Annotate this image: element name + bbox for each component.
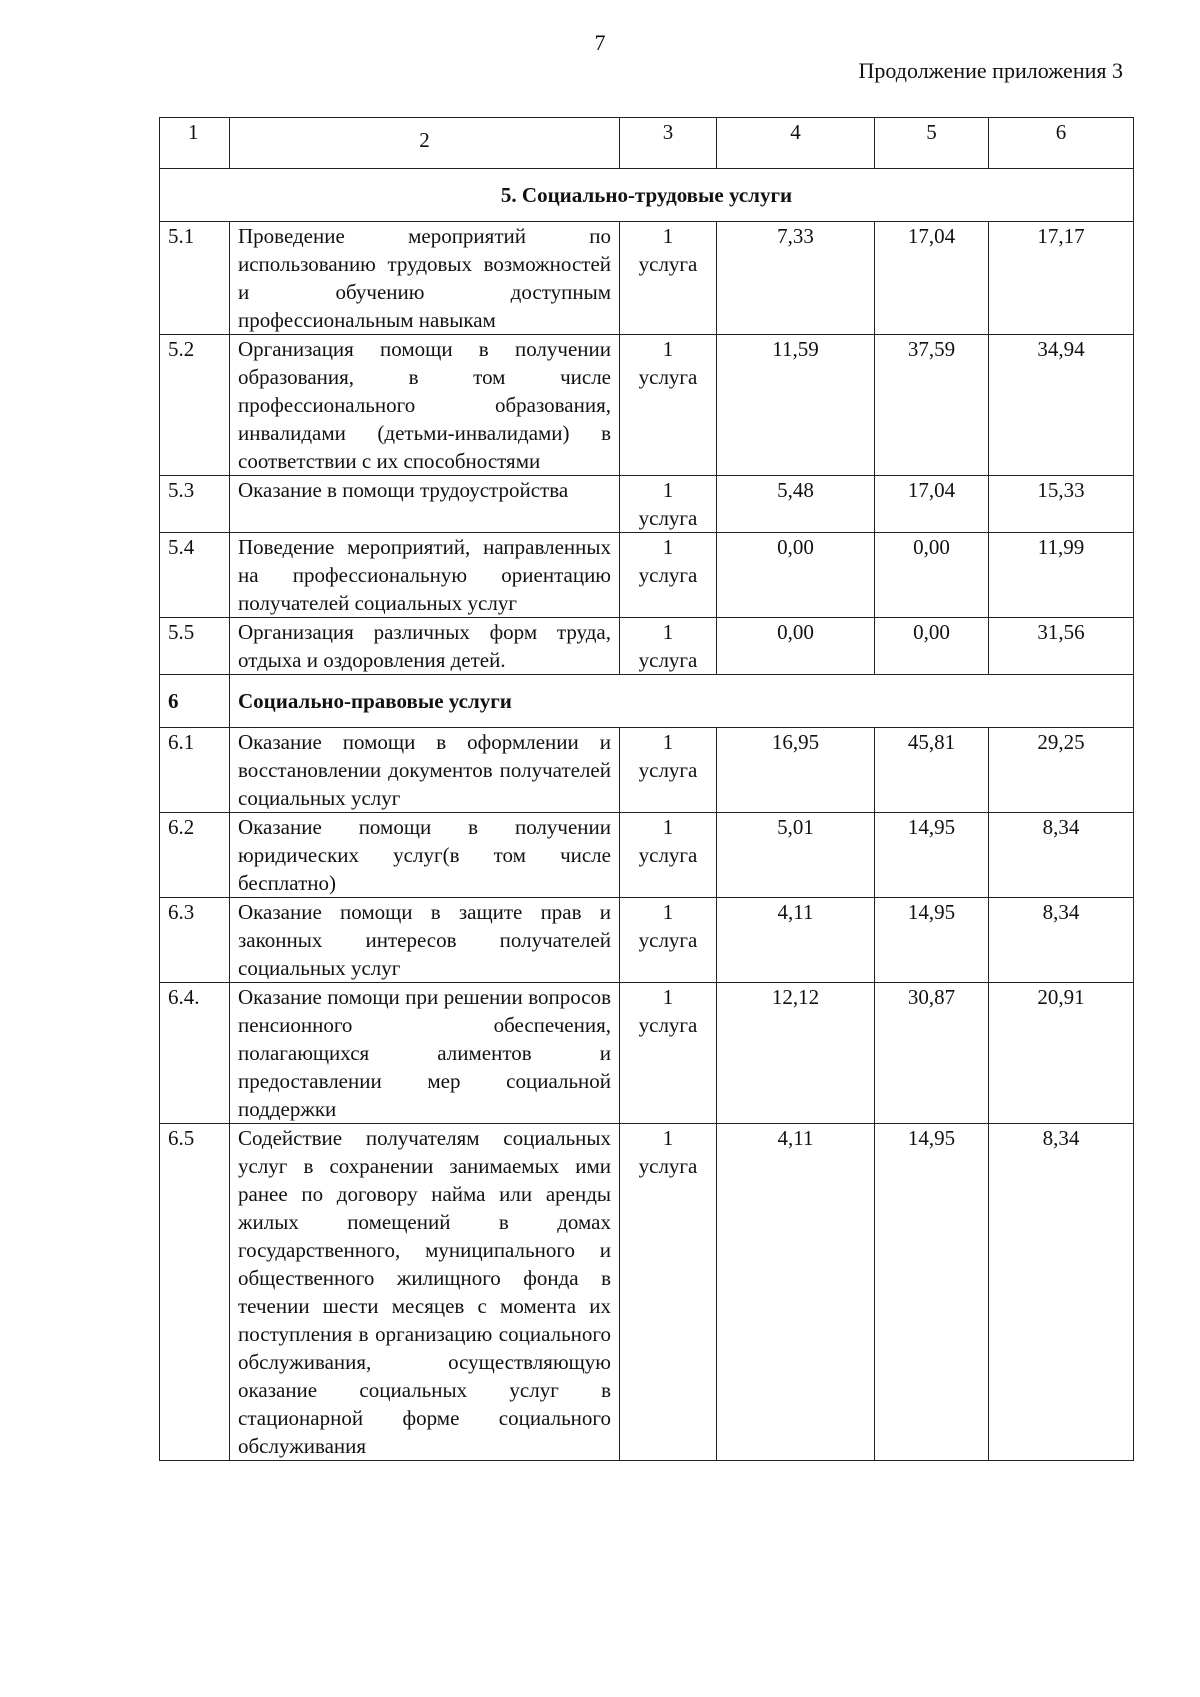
- unit-of-measure: [620, 618, 717, 675]
- value-column-6: 34,94: [989, 335, 1134, 476]
- column-number-row: [160, 118, 1134, 169]
- row-number: 5.1: [160, 222, 230, 335]
- value-column-4: 7,33: [717, 222, 875, 335]
- value-column-6: 8,34: [989, 813, 1134, 898]
- table-row: [160, 898, 1134, 983]
- value-column-4: 4,11: [717, 1124, 875, 1461]
- services-tariff-table: [159, 117, 1134, 1461]
- table-row: [160, 813, 1134, 898]
- row-number: 5.4: [160, 533, 230, 618]
- unit-label: услуга: [638, 1154, 698, 1178]
- table-row: [160, 533, 1134, 618]
- value-column-5: 37,59: [875, 335, 989, 476]
- unit-of-measure: [620, 476, 717, 533]
- unit-of-measure: [620, 983, 717, 1124]
- unit-of-measure: [620, 1124, 717, 1461]
- value-column-6: 31,56: [989, 618, 1134, 675]
- service-name: Оказание помощи в оформлении и восстановлении документов получателей социальных услуг: [230, 728, 620, 813]
- page-number: 7: [594, 30, 606, 55]
- unit-quantity: 1: [662, 478, 674, 502]
- appendix-continuation-note: Продолжение приложения 3: [858, 58, 1123, 83]
- column-number-6: 6: [989, 118, 1134, 169]
- value-column-5: 17,04: [875, 222, 989, 335]
- value-column-4: 4,11: [717, 898, 875, 983]
- service-name: Проведение мероприятий по использованию трудовых возможностей и обучению доступным профессиональным навыкам: [230, 222, 620, 335]
- value-column-5: 14,95: [875, 898, 989, 983]
- table-row: [160, 476, 1134, 533]
- row-number: 5.3: [160, 476, 230, 533]
- table-row: [160, 728, 1134, 813]
- unit-label: услуга: [638, 252, 698, 276]
- value-column-6: 17,17: [989, 222, 1134, 335]
- column-number-1: 1: [160, 118, 230, 169]
- value-column-5: 30,87: [875, 983, 989, 1124]
- value-column-5: 45,81: [875, 728, 989, 813]
- section-6-number: 6: [160, 675, 230, 728]
- row-number: 5.5: [160, 618, 230, 675]
- table-row: [160, 335, 1134, 476]
- value-column-6: 29,25: [989, 728, 1134, 813]
- unit-quantity: 1: [662, 535, 674, 559]
- section-header-row: [160, 675, 1134, 728]
- value-column-5: 0,00: [875, 618, 989, 675]
- service-name: Содействие получателям социальных услуг в сохранении занимаемых ими ранее по договору найма или аренды жилых помещений в домах государственного, муниципального и общественного жилищного фонда в течении шести месяцев с момента их поступления в организацию социального обслуживания, осуществляющую оказание социальных услуг в стационарной форме социального обслуживания: [230, 1124, 620, 1461]
- unit-quantity: 1: [662, 337, 674, 361]
- service-name: Организация различных форм труда, отдыха и оздоровления детей.: [230, 618, 620, 675]
- service-name: Оказание в помощи трудоустройства: [230, 476, 620, 533]
- table-row: [160, 618, 1134, 675]
- section-6-title: Социально-правовые услуги: [230, 675, 1134, 728]
- column-number-3: 3: [620, 118, 717, 169]
- unit-of-measure: [620, 335, 717, 476]
- table-row: [160, 222, 1134, 335]
- unit-label: услуга: [638, 648, 698, 672]
- value-column-5: 0,00: [875, 533, 989, 618]
- column-number-4: 4: [717, 118, 875, 169]
- value-column-4: 12,12: [717, 983, 875, 1124]
- service-name: Организация помощи в получении образования, в том числе профессионального образования, инвалидами (детьми-инвалидами) в соответствии с их способностями: [230, 335, 620, 476]
- row-number: 6.2: [160, 813, 230, 898]
- unit-label: услуга: [638, 563, 698, 587]
- value-column-6: 15,33: [989, 476, 1134, 533]
- row-number: 6.3: [160, 898, 230, 983]
- row-number: 5.2: [160, 335, 230, 476]
- value-column-4: 5,01: [717, 813, 875, 898]
- service-name: Поведение мероприятий, направленных на профессиональную ориентацию получателей социальных услуг: [230, 533, 620, 618]
- value-column-4: 0,00: [717, 618, 875, 675]
- value-column-4: 5,48: [717, 476, 875, 533]
- value-column-4: 16,95: [717, 728, 875, 813]
- value-column-4: 0,00: [717, 533, 875, 618]
- unit-quantity: 1: [662, 900, 674, 924]
- table-row: [160, 1124, 1134, 1461]
- value-column-6: 11,99: [989, 533, 1134, 618]
- unit-of-measure: [620, 813, 717, 898]
- row-number: 6.5: [160, 1124, 230, 1461]
- unit-label: услуга: [638, 506, 698, 530]
- unit-quantity: 1: [662, 620, 674, 644]
- service-name: Оказание помощи в защите прав и законных интересов получателей социальных услуг: [230, 898, 620, 983]
- unit-label: услуга: [638, 365, 698, 389]
- unit-quantity: 1: [662, 1126, 674, 1150]
- unit-quantity: 1: [662, 815, 674, 839]
- section-5-title: 5. Социально-трудовые услуги: [160, 169, 1134, 222]
- unit-of-measure: [620, 533, 717, 618]
- value-column-5: 14,95: [875, 1124, 989, 1461]
- table-row: [160, 983, 1134, 1124]
- unit-of-measure: [620, 728, 717, 813]
- value-column-5: 14,95: [875, 813, 989, 898]
- service-name: Оказание помощи в получении юридических услуг(в том числе бесплатно): [230, 813, 620, 898]
- value-column-4: 11,59: [717, 335, 875, 476]
- unit-quantity: 1: [662, 730, 674, 754]
- value-column-6: 20,91: [989, 983, 1134, 1124]
- column-number-5: 5: [875, 118, 989, 169]
- row-number: 6.4.: [160, 983, 230, 1124]
- unit-label: услуга: [638, 758, 698, 782]
- unit-of-measure: [620, 222, 717, 335]
- service-name: Оказание помощи при решении вопросов пенсионного обеспечения, полагающихся алиментов и предоставлении мер социальной поддержки: [230, 983, 620, 1124]
- value-column-6: 8,34: [989, 1124, 1134, 1461]
- unit-label: услуга: [638, 928, 698, 952]
- unit-of-measure: [620, 898, 717, 983]
- column-number-2: 2: [230, 118, 620, 169]
- value-column-6: 8,34: [989, 898, 1134, 983]
- unit-label: услуга: [638, 843, 698, 867]
- row-number: 6.1: [160, 728, 230, 813]
- unit-quantity: 1: [662, 224, 674, 248]
- unit-quantity: 1: [662, 985, 674, 1009]
- value-column-5: 17,04: [875, 476, 989, 533]
- section-header-row: [160, 169, 1134, 222]
- unit-label: услуга: [638, 1013, 698, 1037]
